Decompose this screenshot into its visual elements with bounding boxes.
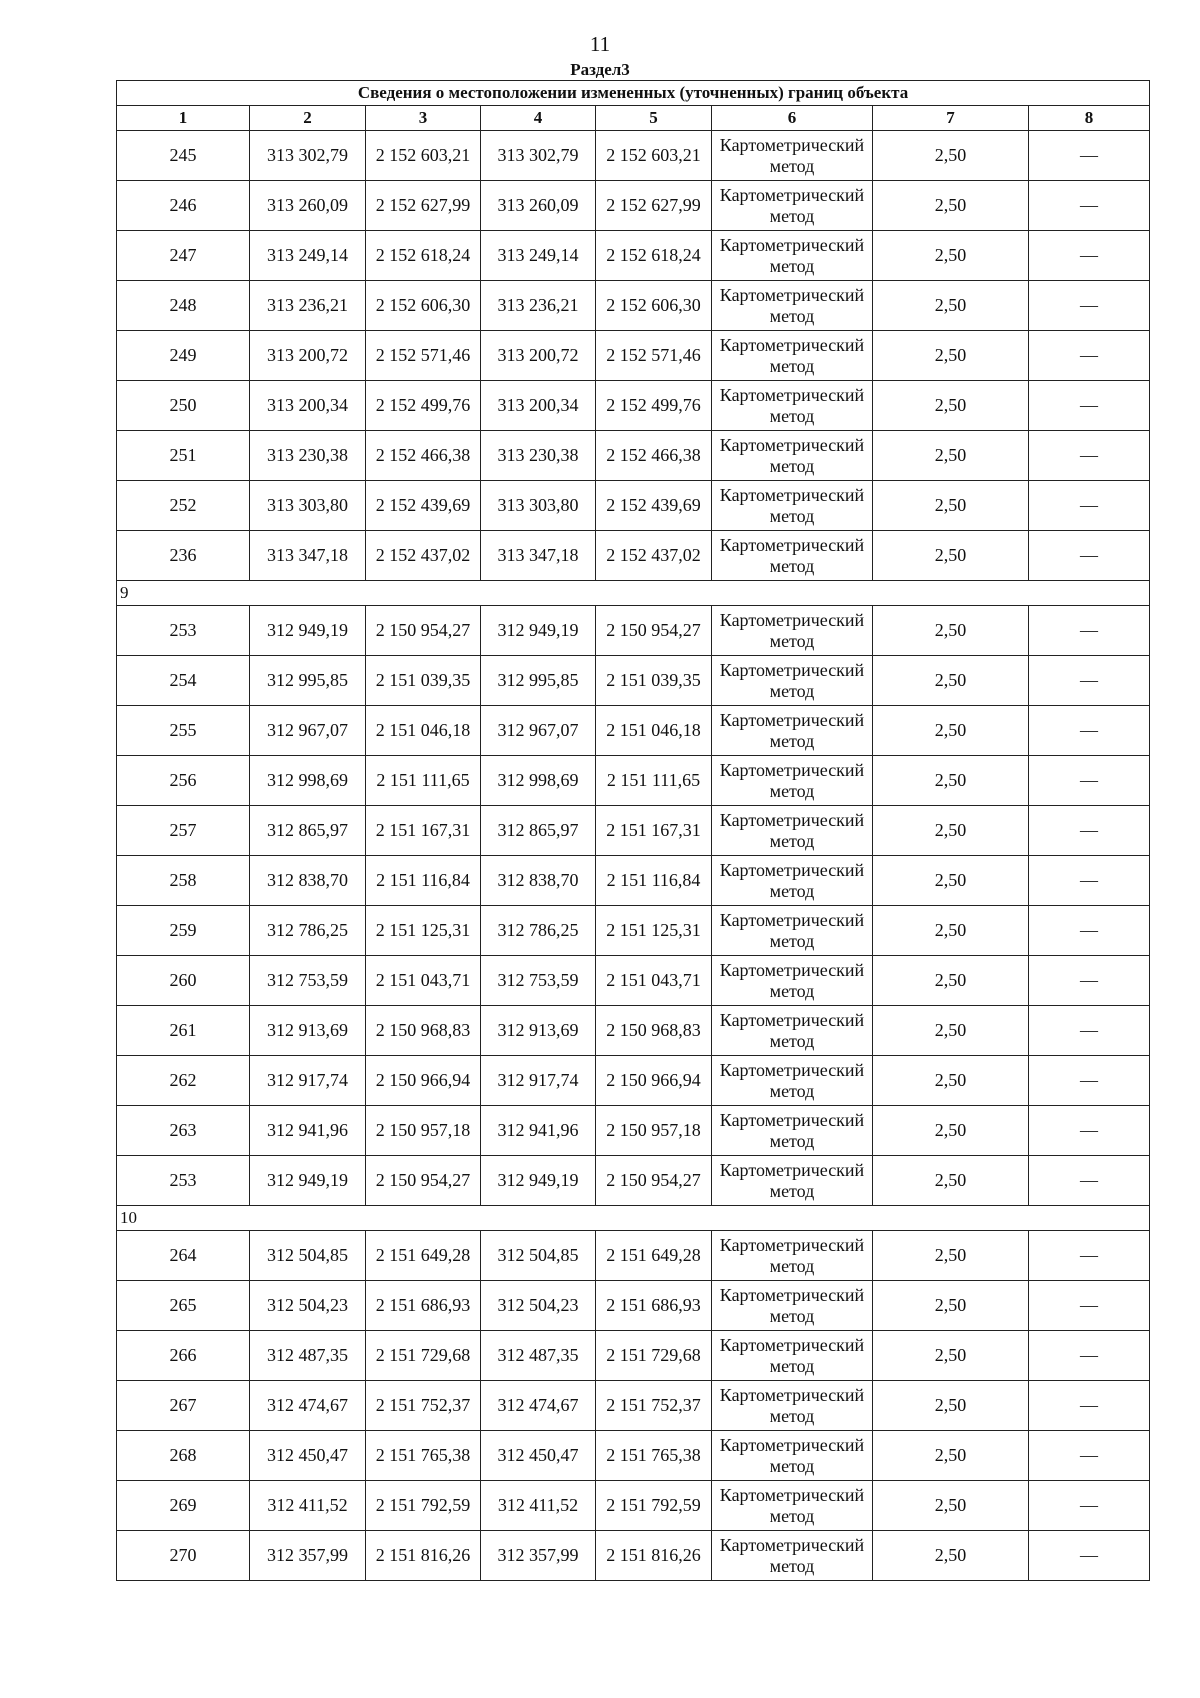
description-cell: — (1029, 706, 1150, 756)
method-cell: Картометрический метод (712, 706, 873, 756)
x-old-cell: 312 487,35 (250, 1331, 366, 1381)
table-row (117, 231, 1150, 281)
y-new-cell: 2 152 439,69 (596, 481, 712, 531)
x-old-cell: 313 260,09 (250, 181, 366, 231)
y-old-cell: 2 151 043,71 (366, 956, 481, 1006)
accuracy-cell: 2,50 (873, 1106, 1029, 1156)
x-new-cell: 313 249,14 (481, 231, 596, 281)
point-number-cell: 257 (117, 806, 250, 856)
y-old-cell: 2 151 116,84 (366, 856, 481, 906)
y-old-cell: 2 151 765,38 (366, 1431, 481, 1481)
boundary-coordinates-table (116, 80, 1150, 1581)
point-number-cell: 268 (117, 1431, 250, 1481)
point-number-cell: 253 (117, 1156, 250, 1206)
description-cell: — (1029, 431, 1150, 481)
method-cell: Картометрический метод (712, 1431, 873, 1481)
y-new-cell: 2 150 968,83 (596, 1006, 712, 1056)
y-old-cell: 2 151 125,31 (366, 906, 481, 956)
table-row (117, 806, 1150, 856)
x-new-cell: 313 230,38 (481, 431, 596, 481)
description-cell: — (1029, 1156, 1150, 1206)
table-row (117, 431, 1150, 481)
accuracy-cell: 2,50 (873, 706, 1029, 756)
accuracy-cell: 2,50 (873, 1431, 1029, 1481)
y-old-cell: 2 152 627,99 (366, 181, 481, 231)
x-old-cell: 312 949,19 (250, 606, 366, 656)
table-row (117, 1156, 1150, 1206)
y-new-cell: 2 151 792,59 (596, 1481, 712, 1531)
y-old-cell: 2 151 729,68 (366, 1331, 481, 1381)
x-new-cell: 312 786,25 (481, 906, 596, 956)
x-old-cell: 312 998,69 (250, 756, 366, 806)
point-number-cell: 264 (117, 1231, 250, 1281)
table-row (117, 656, 1150, 706)
method-cell: Картометрический метод (712, 281, 873, 331)
description-cell: — (1029, 331, 1150, 381)
method-cell: Картометрический метод (712, 1006, 873, 1056)
description-cell: — (1029, 956, 1150, 1006)
x-new-cell: 312 913,69 (481, 1006, 596, 1056)
table-row (117, 856, 1150, 906)
point-number-cell: 256 (117, 756, 250, 806)
y-new-cell: 2 151 039,35 (596, 656, 712, 706)
description-cell: — (1029, 1481, 1150, 1531)
accuracy-cell: 2,50 (873, 806, 1029, 856)
description-cell: — (1029, 181, 1150, 231)
table-row (117, 1431, 1150, 1481)
table-row (117, 481, 1150, 531)
description-cell: — (1029, 1006, 1150, 1056)
point-number-cell: 259 (117, 906, 250, 956)
point-number-cell: 262 (117, 1056, 250, 1106)
description-cell: — (1029, 531, 1150, 581)
point-number-cell: 236 (117, 531, 250, 581)
x-new-cell: 313 200,72 (481, 331, 596, 381)
y-new-cell: 2 151 125,31 (596, 906, 712, 956)
y-new-cell: 2 152 618,24 (596, 231, 712, 281)
method-cell: Картометрический метод (712, 656, 873, 706)
x-old-cell: 313 236,21 (250, 281, 366, 331)
accuracy-cell: 2,50 (873, 531, 1029, 581)
y-new-cell: 2 152 606,30 (596, 281, 712, 331)
table-row (117, 1531, 1150, 1581)
x-old-cell: 312 967,07 (250, 706, 366, 756)
x-old-cell: 312 786,25 (250, 906, 366, 956)
method-cell: Картометрический метод (712, 1281, 873, 1331)
y-new-cell: 2 150 954,27 (596, 606, 712, 656)
x-new-cell: 312 504,85 (481, 1231, 596, 1281)
method-cell: Картометрический метод (712, 181, 873, 231)
x-old-cell: 312 838,70 (250, 856, 366, 906)
point-number-cell: 270 (117, 1531, 250, 1581)
point-number-cell: 261 (117, 1006, 250, 1056)
accuracy-cell: 2,50 (873, 1006, 1029, 1056)
method-cell: Картометрический метод (712, 956, 873, 1006)
method-cell: Картометрический метод (712, 381, 873, 431)
accuracy-cell: 2,50 (873, 656, 1029, 706)
y-old-cell: 2 151 792,59 (366, 1481, 481, 1531)
accuracy-cell: 2,50 (873, 1056, 1029, 1106)
point-number-cell: 252 (117, 481, 250, 531)
description-cell: — (1029, 906, 1150, 956)
y-new-cell: 2 152 466,38 (596, 431, 712, 481)
accuracy-cell: 2,50 (873, 131, 1029, 181)
description-cell: — (1029, 381, 1150, 431)
accuracy-cell: 2,50 (873, 481, 1029, 531)
x-new-cell: 313 236,21 (481, 281, 596, 331)
y-old-cell: 2 151 111,65 (366, 756, 481, 806)
point-number-cell: 263 (117, 1106, 250, 1156)
y-old-cell: 2 152 603,21 (366, 131, 481, 181)
description-cell: — (1029, 806, 1150, 856)
table-row (117, 381, 1150, 431)
column-number: 1 (117, 106, 250, 131)
y-old-cell: 2 151 752,37 (366, 1381, 481, 1431)
x-old-cell: 313 302,79 (250, 131, 366, 181)
description-cell: — (1029, 1531, 1150, 1581)
x-new-cell: 313 260,09 (481, 181, 596, 231)
x-new-cell: 312 487,35 (481, 1331, 596, 1381)
y-old-cell: 2 152 437,02 (366, 531, 481, 581)
x-old-cell: 313 347,18 (250, 531, 366, 581)
description-cell: — (1029, 131, 1150, 181)
x-old-cell: 312 995,85 (250, 656, 366, 706)
column-number: 5 (596, 106, 712, 131)
method-cell: Картометрический метод (712, 531, 873, 581)
table-caption-row (117, 81, 1150, 106)
point-number-cell: 248 (117, 281, 250, 331)
method-cell: Картометрический метод (712, 1381, 873, 1431)
point-number-cell: 258 (117, 856, 250, 906)
x-new-cell: 312 357,99 (481, 1531, 596, 1581)
accuracy-cell: 2,50 (873, 606, 1029, 656)
y-new-cell: 2 151 046,18 (596, 706, 712, 756)
y-old-cell: 2 150 968,83 (366, 1006, 481, 1056)
accuracy-cell: 2,50 (873, 1481, 1029, 1531)
x-old-cell: 313 303,80 (250, 481, 366, 531)
y-new-cell: 2 152 437,02 (596, 531, 712, 581)
method-cell: Картометрический метод (712, 806, 873, 856)
method-cell: Картометрический метод (712, 1106, 873, 1156)
x-old-cell: 312 504,23 (250, 1281, 366, 1331)
column-number: 7 (873, 106, 1029, 131)
x-new-cell: 312 949,19 (481, 606, 596, 656)
x-old-cell: 312 753,59 (250, 956, 366, 1006)
column-number: 6 (712, 106, 873, 131)
table-row (117, 1481, 1150, 1531)
method-cell: Картометрический метод (712, 231, 873, 281)
y-new-cell: 2 152 627,99 (596, 181, 712, 231)
x-new-cell: 313 303,80 (481, 481, 596, 531)
x-old-cell: 313 230,38 (250, 431, 366, 481)
accuracy-cell: 2,50 (873, 181, 1029, 231)
x-new-cell: 312 941,96 (481, 1106, 596, 1156)
description-cell: — (1029, 281, 1150, 331)
description-cell: — (1029, 1381, 1150, 1431)
accuracy-cell: 2,50 (873, 1331, 1029, 1381)
point-number-cell: 260 (117, 956, 250, 1006)
y-old-cell: 2 151 816,26 (366, 1531, 481, 1581)
column-number-row (117, 106, 1150, 131)
y-new-cell: 2 152 499,76 (596, 381, 712, 431)
method-cell: Картометрический метод (712, 431, 873, 481)
point-number-cell: 266 (117, 1331, 250, 1381)
column-number: 8 (1029, 106, 1150, 131)
description-cell: — (1029, 656, 1150, 706)
y-old-cell: 2 152 571,46 (366, 331, 481, 381)
x-new-cell: 313 302,79 (481, 131, 596, 181)
y-new-cell: 2 151 752,37 (596, 1381, 712, 1431)
x-old-cell: 312 450,47 (250, 1431, 366, 1481)
description-cell: — (1029, 856, 1150, 906)
y-new-cell: 2 151 111,65 (596, 756, 712, 806)
y-new-cell: 2 150 957,18 (596, 1106, 712, 1156)
x-old-cell: 312 357,99 (250, 1531, 366, 1581)
contour-label-row (117, 581, 1150, 606)
y-old-cell: 2 151 039,35 (366, 656, 481, 706)
point-number-cell: 267 (117, 1381, 250, 1431)
x-old-cell: 312 865,97 (250, 806, 366, 856)
point-number-cell: 251 (117, 431, 250, 481)
x-new-cell: 312 838,70 (481, 856, 596, 906)
y-new-cell: 2 151 167,31 (596, 806, 712, 856)
y-new-cell: 2 151 765,38 (596, 1431, 712, 1481)
method-cell: Картометрический метод (712, 331, 873, 381)
section-title: Раздел3 (570, 60, 630, 79)
method-cell: Картометрический метод (712, 1531, 873, 1581)
y-new-cell: 2 150 966,94 (596, 1056, 712, 1106)
x-old-cell: 312 913,69 (250, 1006, 366, 1056)
x-old-cell: 312 917,74 (250, 1056, 366, 1106)
table-caption: Сведения о местоположении измененных (уточненных) границ объекта (117, 81, 1150, 106)
description-cell: — (1029, 231, 1150, 281)
description-cell: — (1029, 606, 1150, 656)
method-cell: Картометрический метод (712, 1331, 873, 1381)
table-row (117, 956, 1150, 1006)
accuracy-cell: 2,50 (873, 1531, 1029, 1581)
table-row (117, 281, 1150, 331)
y-old-cell: 2 151 686,93 (366, 1281, 481, 1331)
accuracy-cell: 2,50 (873, 906, 1029, 956)
accuracy-cell: 2,50 (873, 856, 1029, 906)
y-old-cell: 2 150 957,18 (366, 1106, 481, 1156)
accuracy-cell: 2,50 (873, 231, 1029, 281)
table-row (117, 1006, 1150, 1056)
method-cell: Картометрический метод (712, 856, 873, 906)
x-new-cell: 312 998,69 (481, 756, 596, 806)
method-cell: Картометрический метод (712, 131, 873, 181)
description-cell: — (1029, 756, 1150, 806)
point-number-cell: 247 (117, 231, 250, 281)
method-cell: Картометрический метод (712, 1231, 873, 1281)
x-old-cell: 313 249,14 (250, 231, 366, 281)
y-new-cell: 2 151 816,26 (596, 1531, 712, 1581)
x-old-cell: 313 200,34 (250, 381, 366, 431)
description-cell: — (1029, 1431, 1150, 1481)
description-cell: — (1029, 1056, 1150, 1106)
method-cell: Картометрический метод (712, 906, 873, 956)
column-number: 4 (481, 106, 596, 131)
table-row (117, 706, 1150, 756)
x-new-cell: 312 995,85 (481, 656, 596, 706)
x-old-cell: 312 949,19 (250, 1156, 366, 1206)
y-old-cell: 2 151 649,28 (366, 1231, 481, 1281)
y-new-cell: 2 151 686,93 (596, 1281, 712, 1331)
table-row (117, 906, 1150, 956)
point-number-cell: 269 (117, 1481, 250, 1531)
point-number-cell: 265 (117, 1281, 250, 1331)
y-old-cell: 2 151 046,18 (366, 706, 481, 756)
contour-label-row (117, 1206, 1150, 1231)
y-new-cell: 2 151 649,28 (596, 1231, 712, 1281)
table-row (117, 1106, 1150, 1156)
accuracy-cell: 2,50 (873, 281, 1029, 331)
description-cell: — (1029, 1281, 1150, 1331)
table-row (117, 181, 1150, 231)
description-cell: — (1029, 1331, 1150, 1381)
accuracy-cell: 2,50 (873, 1281, 1029, 1331)
accuracy-cell: 2,50 (873, 1156, 1029, 1206)
column-number: 3 (366, 106, 481, 131)
point-number-cell: 250 (117, 381, 250, 431)
description-cell: — (1029, 1106, 1150, 1156)
x-new-cell: 312 753,59 (481, 956, 596, 1006)
accuracy-cell: 2,50 (873, 1381, 1029, 1431)
x-old-cell: 312 411,52 (250, 1481, 366, 1531)
y-new-cell: 2 152 571,46 (596, 331, 712, 381)
x-old-cell: 312 941,96 (250, 1106, 366, 1156)
y-old-cell: 2 151 167,31 (366, 806, 481, 856)
accuracy-cell: 2,50 (873, 331, 1029, 381)
y-new-cell: 2 150 954,27 (596, 1156, 712, 1206)
accuracy-cell: 2,50 (873, 381, 1029, 431)
y-old-cell: 2 152 499,76 (366, 381, 481, 431)
x-new-cell: 312 949,19 (481, 1156, 596, 1206)
point-number-cell: 245 (117, 131, 250, 181)
description-cell: — (1029, 1231, 1150, 1281)
table-row (117, 1281, 1150, 1331)
x-new-cell: 312 917,74 (481, 1056, 596, 1106)
y-new-cell: 2 151 729,68 (596, 1331, 712, 1381)
y-old-cell: 2 150 954,27 (366, 606, 481, 656)
x-new-cell: 312 504,23 (481, 1281, 596, 1331)
table-body (117, 81, 1150, 1581)
x-new-cell: 312 450,47 (481, 1431, 596, 1481)
x-old-cell: 312 474,67 (250, 1381, 366, 1431)
accuracy-cell: 2,50 (873, 756, 1029, 806)
table-row (117, 1056, 1150, 1106)
point-number-cell: 246 (117, 181, 250, 231)
method-cell: Картометрический метод (712, 1481, 873, 1531)
accuracy-cell: 2,50 (873, 1231, 1029, 1281)
y-old-cell: 2 152 466,38 (366, 431, 481, 481)
y-new-cell: 2 151 043,71 (596, 956, 712, 1006)
x-new-cell: 312 967,07 (481, 706, 596, 756)
table-row (117, 1231, 1150, 1281)
method-cell: Картометрический метод (712, 1156, 873, 1206)
x-new-cell: 313 347,18 (481, 531, 596, 581)
page-number: 11 (589, 32, 611, 56)
accuracy-cell: 2,50 (873, 431, 1029, 481)
table-row (117, 531, 1150, 581)
table-row (117, 131, 1150, 181)
point-number-cell: 255 (117, 706, 250, 756)
method-cell: Картометрический метод (712, 756, 873, 806)
contour-label: 10 (117, 1206, 1150, 1231)
column-number: 2 (250, 106, 366, 131)
method-cell: Картометрический метод (712, 1056, 873, 1106)
table-row (117, 331, 1150, 381)
x-old-cell: 312 504,85 (250, 1231, 366, 1281)
accuracy-cell: 2,50 (873, 956, 1029, 1006)
y-new-cell: 2 152 603,21 (596, 131, 712, 181)
x-new-cell: 312 411,52 (481, 1481, 596, 1531)
table-row (117, 1331, 1150, 1381)
point-number-cell: 249 (117, 331, 250, 381)
x-new-cell: 313 200,34 (481, 381, 596, 431)
x-new-cell: 312 474,67 (481, 1381, 596, 1431)
table-row (117, 756, 1150, 806)
method-cell: Картометрический метод (712, 481, 873, 531)
contour-label: 9 (117, 581, 1150, 606)
method-cell: Картометрический метод (712, 606, 873, 656)
y-old-cell: 2 152 618,24 (366, 231, 481, 281)
point-number-cell: 254 (117, 656, 250, 706)
y-new-cell: 2 151 116,84 (596, 856, 712, 906)
y-old-cell: 2 152 606,30 (366, 281, 481, 331)
table-row (117, 606, 1150, 656)
y-old-cell: 2 152 439,69 (366, 481, 481, 531)
x-new-cell: 312 865,97 (481, 806, 596, 856)
table-row (117, 1381, 1150, 1431)
point-number-cell: 253 (117, 606, 250, 656)
description-cell: — (1029, 481, 1150, 531)
y-old-cell: 2 150 954,27 (366, 1156, 481, 1206)
x-old-cell: 313 200,72 (250, 331, 366, 381)
y-old-cell: 2 150 966,94 (366, 1056, 481, 1106)
